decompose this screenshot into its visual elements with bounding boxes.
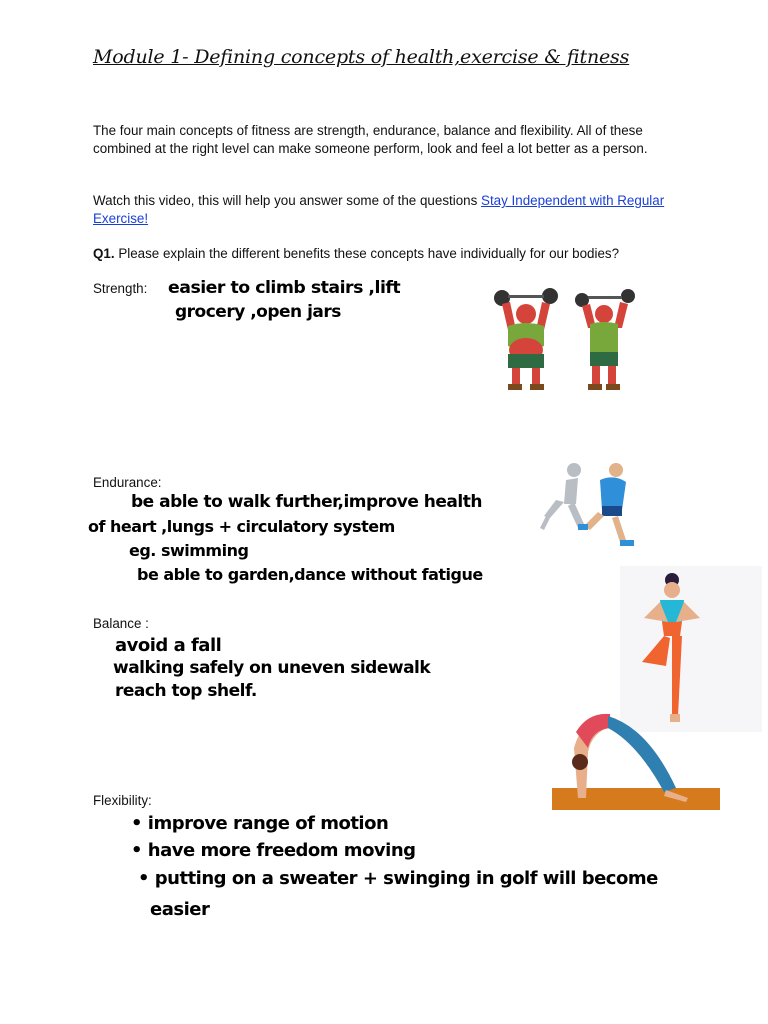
flexibility-answer-line-2: • have more freedom moving	[131, 840, 416, 861]
question-1	[93, 245, 678, 263]
question-1-label: Q1.	[93, 246, 115, 261]
video-prefix-text: Watch this video, this will help you answer some of the questions	[93, 193, 482, 208]
intro-paragraph: The four main concepts of fitness are strength, endurance, balance and flexibility. All of these combined at the right level can make someone perform, look and feel a lot better as a person.	[93, 123, 648, 156]
flexibility-answer-line-4: easier	[150, 899, 210, 920]
document-title: Module 1- Defining concepts of health,exercise & fitness	[93, 46, 630, 68]
endurance-answer-line-4: be able to garden,dance without fatigue	[137, 565, 483, 584]
endurance-answer-line-3: eg. swimming	[129, 541, 249, 560]
flexibility-answer-line-1: • improve range of motion	[131, 813, 389, 834]
endurance-answer-line-2: of heart ,lungs + circulatory system	[88, 517, 395, 536]
runners-image	[536, 458, 642, 554]
endurance-answer-line-1: be able to walk further,improve health	[131, 492, 482, 512]
weightlifter-figure-1	[494, 288, 558, 390]
strength-answer-line-2: grocery ,open jars	[175, 302, 341, 322]
yoga-mat	[552, 788, 720, 810]
balance-answer-line-3: reach top shelf.	[115, 681, 257, 701]
weightlifters-image	[488, 284, 648, 398]
weightlifter-figure-2	[575, 289, 635, 390]
shadow-runner	[540, 463, 584, 530]
strength-label: Strength:	[93, 281, 148, 296]
balance-answer-line-2: walking safely on uneven sidewalk	[113, 658, 431, 678]
balance-label: Balance :	[93, 616, 149, 631]
flexibility-answer-line-3: • putting on a sweater + swinging in golf will become	[138, 868, 658, 889]
yoga-wheel-pose-image	[548, 708, 722, 812]
endurance-label: Endurance:	[93, 475, 162, 490]
question-1-text: Please explain the different benefits these concepts have individually for our bodies?	[114, 246, 620, 261]
balance-answer-line-1: avoid a fall	[115, 635, 222, 656]
video-link[interactable]: Stay Independent with Regular Exercise!	[93, 193, 665, 226]
front-runner	[578, 463, 634, 546]
flexibility-label: Flexibility:	[93, 793, 152, 808]
strength-answer-line-1: easier to climb stairs ,lift	[168, 278, 401, 298]
video-paragraph	[93, 192, 678, 227]
